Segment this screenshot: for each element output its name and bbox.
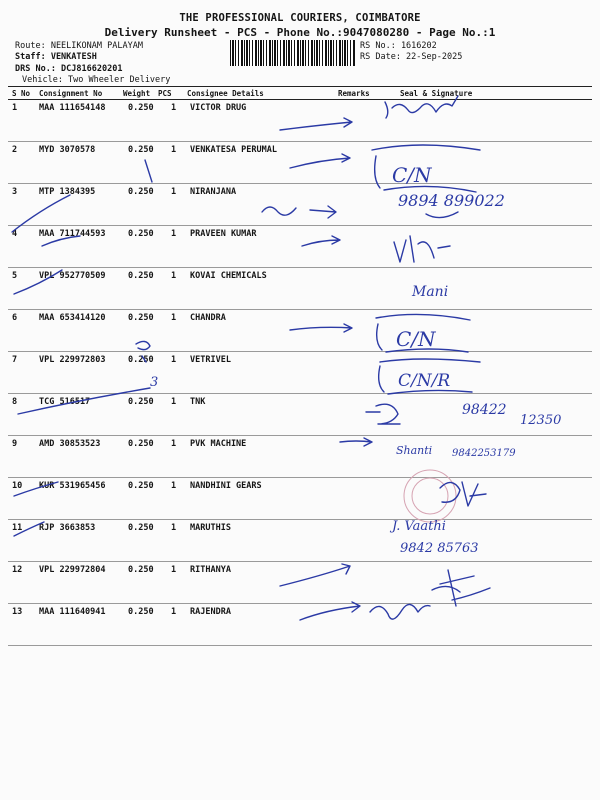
row-consignment: TCG 516517 (39, 397, 91, 407)
row-pcs: 1 (171, 523, 177, 533)
row-consignment: MTP 1384395 (39, 187, 96, 197)
row-pcs: 1 (171, 145, 177, 155)
row-sno: 9 (12, 439, 18, 449)
table-row (0, 435, 600, 477)
table-row (0, 309, 600, 351)
row-sno: 2 (12, 145, 18, 155)
handwritten-cn-6: C/N (396, 327, 436, 351)
table-row (0, 141, 600, 183)
row-sno: 1 (12, 103, 18, 113)
row-pcs: 1 (171, 355, 177, 365)
row-weight: 0.250 (128, 355, 154, 365)
row-consignee: KOVAI CHEMICALS (190, 271, 267, 281)
row-pcs: 1 (171, 607, 177, 617)
row-sno: 12 (12, 565, 23, 575)
row-consignee: RAJENDRA (190, 607, 231, 617)
rs-number: RS No.: 1616202 (360, 41, 437, 51)
row-consignment: MAA 653414120 (39, 313, 106, 323)
handwritten-name-11: J. Vaathi (392, 519, 446, 534)
row-consignment: MYD 3070578 (39, 145, 96, 155)
header-top-rule (8, 86, 592, 87)
handwritten-number-8b: 12350 (520, 413, 562, 428)
rs-date: RS Date: 22-Sep-2025 (360, 52, 463, 62)
margin-number-3: 3 (150, 375, 159, 390)
table-row (0, 267, 600, 309)
row-consignment: VPL 952770509 (39, 271, 106, 281)
handwritten-phone-11: 9842 85763 (400, 541, 479, 556)
row-pcs: 1 (171, 271, 177, 281)
row-pcs: 1 (171, 313, 177, 323)
row-consignee: MARUTHIS (190, 523, 231, 533)
row-consignment: MAA 111640941 (39, 607, 106, 617)
row-consignee: VETRIVEL (190, 355, 231, 365)
row-consignment: KUR 531965456 (39, 481, 106, 491)
drs-number: DRS No.: DCJ816620201 (15, 64, 123, 74)
row-weight: 0.250 (128, 523, 154, 533)
table-row (0, 99, 600, 141)
row-sno: 3 (12, 187, 18, 197)
col-pcs-header: PCS (158, 89, 172, 98)
row-consignment: AMD 30853523 (39, 439, 101, 449)
runsheet-subtitle: Delivery Runsheet - PCS - Phone No.:9047080280 - Page No.:1 (104, 26, 496, 39)
row-sno: 10 (12, 481, 23, 491)
row-consignment: MAA 111654148 (39, 103, 106, 113)
row-sno: 4 (12, 229, 18, 239)
table-row (0, 561, 600, 603)
table-row (0, 183, 600, 225)
row-divider (8, 645, 592, 646)
company-title: THE PROFESSIONAL COURIERS, COIMBATORE (179, 12, 421, 24)
row-consignee: NANDHINI GEARS (190, 481, 262, 491)
row-consignee: NIRANJANA (190, 187, 237, 197)
row-pcs: 1 (171, 565, 177, 575)
col-weight-header: Weight (123, 89, 151, 98)
handwritten-phone-3: 9894 899022 (398, 191, 505, 210)
row-consignment: VPL 229972803 (39, 355, 106, 365)
row-sno: 6 (12, 313, 18, 323)
row-consignee: PRAVEEN KUMAR (190, 229, 257, 239)
route-label: Route: NEELIKONAM PALAYAM (15, 41, 143, 51)
handwritten-name-5: Mani (412, 284, 449, 300)
table-row (0, 393, 600, 435)
row-consignment: RJP 3663853 (39, 523, 96, 533)
handwritten-cn-7: C/N/R (398, 371, 451, 391)
row-sno: 5 (12, 271, 18, 281)
row-sno: 7 (12, 355, 18, 365)
row-sno: 13 (12, 607, 23, 617)
row-weight: 0.250 (128, 397, 154, 407)
row-consignee: VICTOR DRUG (190, 103, 247, 113)
row-pcs: 1 (171, 439, 177, 449)
table-row (0, 225, 600, 267)
col-consignee-header: Consignee Details (187, 89, 264, 98)
row-consignment: MAA 711744593 (39, 229, 106, 239)
col-consignment-header: Consignment No (39, 89, 103, 98)
row-weight: 0.250 (128, 481, 154, 491)
row-pcs: 1 (171, 229, 177, 239)
handwritten-phone-9: 9842253179 (452, 448, 516, 459)
handwritten-name-9: Shanti (396, 444, 433, 457)
row-weight: 0.250 (128, 187, 154, 197)
row-consignee: RITHANYA (190, 565, 231, 575)
staff-label: Staff: VENKATESH (15, 52, 97, 62)
row-consignee: CHANDRA (190, 313, 226, 323)
row-pcs: 1 (171, 187, 177, 197)
row-consignee: TNK (190, 397, 206, 407)
table-row (0, 519, 600, 561)
row-sno: 8 (12, 397, 18, 407)
handwritten-number-8a: 98422 (462, 402, 507, 418)
col-remarks-header: Remarks (338, 89, 370, 98)
row-weight: 0.250 (128, 607, 154, 617)
row-pcs: 1 (171, 103, 177, 113)
row-weight: 0.250 (128, 145, 154, 155)
row-weight: 0.250 (128, 271, 154, 281)
barcode (230, 40, 355, 66)
handwritten-cn-2: C/N (392, 163, 432, 187)
row-weight: 0.250 (128, 313, 154, 323)
table-row (0, 351, 600, 393)
table-row (0, 603, 600, 645)
row-weight: 0.250 (128, 565, 154, 575)
col-seal-header: Seal & Signature (400, 89, 473, 98)
row-sno: 11 (12, 523, 23, 533)
row-weight: 0.250 (128, 229, 154, 239)
row-pcs: 1 (171, 397, 177, 407)
row-pcs: 1 (171, 481, 177, 491)
vehicle-label: Vehicle: Two Wheeler Delivery (22, 75, 171, 85)
table-row (0, 477, 600, 519)
row-weight: 0.250 (128, 103, 154, 113)
row-consignee: PVK MACHINE (190, 439, 247, 449)
row-consignee: VENKATESA PERUMAL (190, 145, 277, 155)
row-weight: 0.250 (128, 439, 154, 449)
row-consignment: VPL 229972804 (39, 565, 106, 575)
col-sno-header: S No (12, 89, 31, 98)
